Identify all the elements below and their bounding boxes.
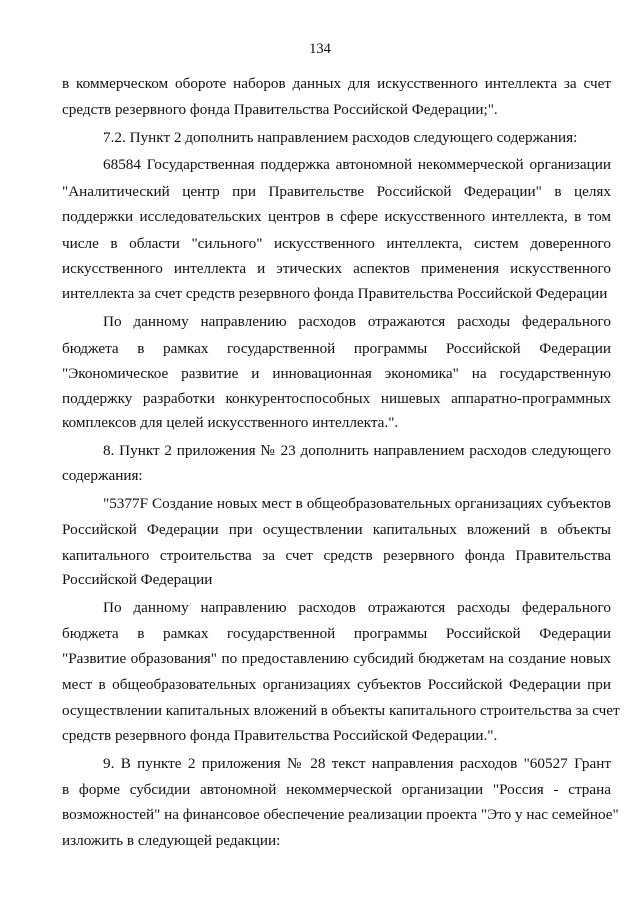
text-line: содержания: [62, 467, 143, 484]
text-line: поддержку разработки конкурентоспособных нишевых аппаратно-программных [62, 390, 611, 407]
text-line: Российской Федерации [62, 571, 213, 588]
text-line: капитального строительства за счет средств резервного фонда Правительства [62, 547, 611, 564]
text-line: "Аналитический центр при Правительстве Российской Федерации" в целях [62, 183, 611, 200]
text-line: 8. Пункт 2 приложения № 23 дополнить направлением расходов следующего [103, 442, 611, 459]
text-line: искусственного интеллекта и этических аспектов применения искусственного [62, 260, 611, 277]
text-line: в коммерческом обороте наборов данных для искусственного интеллекта за счет [62, 75, 611, 92]
text-line: поддержки исследовательских центров в сфере искусственного интеллекта, в том [62, 208, 611, 225]
text-line: бюджета в рамках государственной программы Российской Федерации [62, 625, 611, 642]
text-line: Российской Федерации при осуществлении капитальных вложений в объекты [62, 521, 611, 538]
text-line: По данному направлению расходов отражаются расходы федерального [103, 599, 611, 616]
text-line: По данному направлению расходов отражаются расходы федерального [103, 313, 611, 330]
text-line: "Развитие образования" по предоставлению субсидий бюджетам на создание новых [62, 650, 611, 667]
text-line: в форме субсидии автономной некоммерческой организации "Россия - страна [62, 781, 611, 798]
text-line: 9. В пункте 2 приложения № 28 текст направления расходов "60527 Грант [103, 755, 611, 772]
text-line: средств резервного фонда Правительства Российской Федерации;". [62, 101, 498, 118]
text-line: средств резервного фонда Правительства Российской Федерации.". [62, 727, 498, 744]
page-number: 134 [309, 41, 331, 57]
text-line: "Экономическое развитие и инновационная экономика" на государственную [62, 365, 611, 382]
text-line: изложить в следующей редакции: [62, 832, 281, 849]
text-line: 7.2. Пункт 2 дополнить направлением расходов следующего содержания: [103, 129, 578, 146]
text-line: осуществлении капитальных вложений в объекты капитального строительства за счет [62, 702, 620, 719]
text-line: "5377F Создание новых мест в общеобразовательных организациях субъектов [103, 495, 611, 512]
text-line: возможностей" на финансовое обеспечение реализации проекта "Это у нас семейное" [62, 806, 619, 823]
text-line: бюджета в рамках государственной программы Российской Федерации [62, 340, 611, 357]
text-line: 68584 Государственная поддержка автономной некоммерческой организации [103, 156, 611, 173]
text-line: комплексов для целей искусственного интеллекта.". [62, 414, 399, 431]
text-line: интеллекта за счет средств резервного фонда Правительства Российской Федерации [62, 285, 608, 302]
text-line: числе в области "сильного" искусственного интеллекта, систем доверенного [62, 235, 611, 252]
text-line: мест в общеобразовательных организациях субъектов Российской Федерации при [62, 676, 611, 693]
